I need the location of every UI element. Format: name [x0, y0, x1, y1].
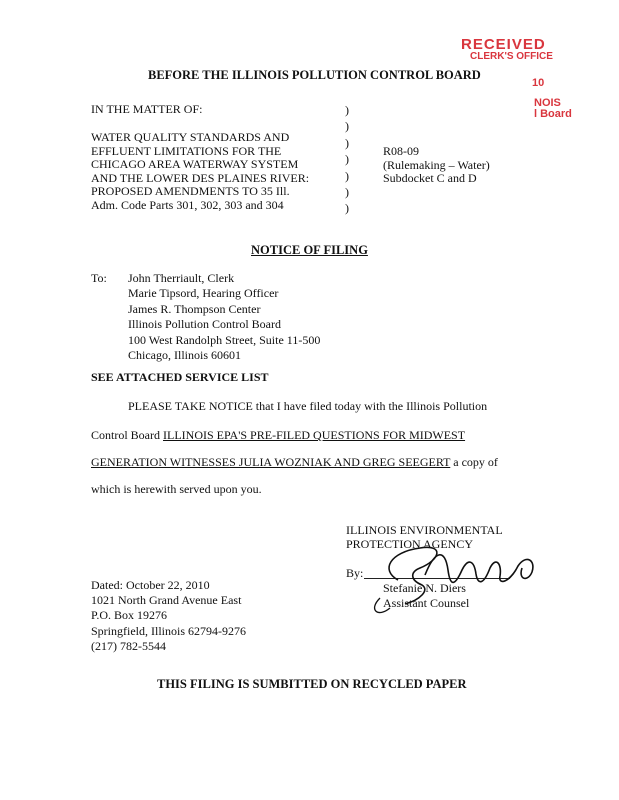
address-line: 1021 North Grand Avenue East [91, 593, 242, 608]
recipient-line: Marie Tipsord, Hearing Officer [128, 286, 279, 301]
paren: ) [345, 103, 349, 117]
caption-parentheses [345, 102, 349, 217]
by-label: By: [346, 566, 364, 580]
paren: ) [345, 119, 349, 134]
stamp-state-fragment: NOIS [534, 97, 561, 109]
service-list-heading: SEE ATTACHED SERVICE LIST [91, 370, 269, 384]
signature-stroke [425, 555, 533, 583]
stamp-date-fragment: 10 [532, 77, 545, 89]
address-line: Dated: October 22, 2010 [91, 578, 210, 592]
page-title: BEFORE THE ILLINOIS POLLUTION CONTROL BOARD [148, 68, 481, 82]
agency-line: PROTECTION AGENCY [346, 536, 474, 551]
body-text: Control Board [91, 428, 163, 442]
paren: ) [345, 135, 349, 150]
recycled-paper-notice: THIS FILING IS SUMBITTED ON RECYCLED PAPER [157, 677, 467, 691]
signer-name: Stefanie N. Diers [383, 581, 466, 595]
caption-block [91, 131, 309, 212]
paren: ) [345, 152, 349, 167]
docket-type: (Rulemaking – Water) [383, 157, 490, 172]
sender-address-block [91, 578, 246, 654]
docket-subdocket: Subdocket C and D [383, 171, 477, 185]
in-the-matter-label: IN THE MATTER OF: [91, 102, 203, 116]
address-line: P.O. Box 19276 [91, 608, 168, 623]
body-text: a copy of [450, 455, 498, 469]
notice-title: NOTICE OF FILING [251, 243, 368, 257]
caption-line: WATER QUALITY STANDARDS AND [91, 130, 290, 144]
recipient-line: Illinois Pollution Control Board [128, 317, 282, 332]
signer-block [383, 581, 469, 611]
caption-line: PROPOSED AMENDMENTS TO 35 Ill. [91, 184, 290, 198]
received-stamp: RECEIVED [461, 36, 546, 53]
body-line-1: PLEASE TAKE NOTICE that I have filed today with the Illinois Pollution [128, 399, 488, 413]
address-line: Springfield, Illinois 62794-9276 [91, 623, 246, 638]
recipient-line: Chicago, Illinois 60601 [128, 348, 241, 363]
recipient-block [128, 271, 320, 363]
caption-line: CHICAGO AREA WATERWAY SYSTEM [91, 157, 299, 171]
caption-line: AND THE LOWER DES PLAINES RIVER: [91, 170, 310, 185]
caption-line: EFFLUENT LIMITATIONS FOR THE [91, 143, 282, 158]
body-line-4: which is herewith served upon you. [91, 482, 262, 496]
agency-line: ILLINOIS ENVIRONMENTAL [346, 523, 503, 537]
paren: ) [345, 185, 349, 200]
filing-title: ILLINOIS EPA'S PRE-FILED QUESTIONS FOR MIDWEST [163, 428, 466, 442]
stamp-board-fragment: l Board [534, 108, 572, 120]
recipient-line: 100 West Randolph Street, Suite 11-500 [128, 332, 321, 347]
recipient-line: James R. Thompson Center [128, 301, 261, 316]
signer-title: Assistant Counsel [383, 596, 470, 610]
paren: ) [345, 168, 349, 183]
address-line: (217) 782-5544 [91, 638, 166, 653]
docket-block [383, 145, 490, 186]
clerks-office-stamp: CLERK'S OFFICE [470, 51, 553, 62]
filing-title-continued: GENERATION WITNESSES JULIA WOZNIAK AND GREG SEEGERT [91, 455, 451, 469]
docket-number: R08-09 [383, 144, 419, 158]
caption-line: Adm. Code Parts 301, 302, 303 and 304 [91, 197, 284, 212]
recipient-line: John Therriault, Clerk [128, 271, 235, 285]
paren: ) [345, 201, 349, 216]
body-line-2 [91, 428, 465, 443]
to-label: To: [91, 271, 107, 285]
body-line-3 [91, 455, 498, 470]
